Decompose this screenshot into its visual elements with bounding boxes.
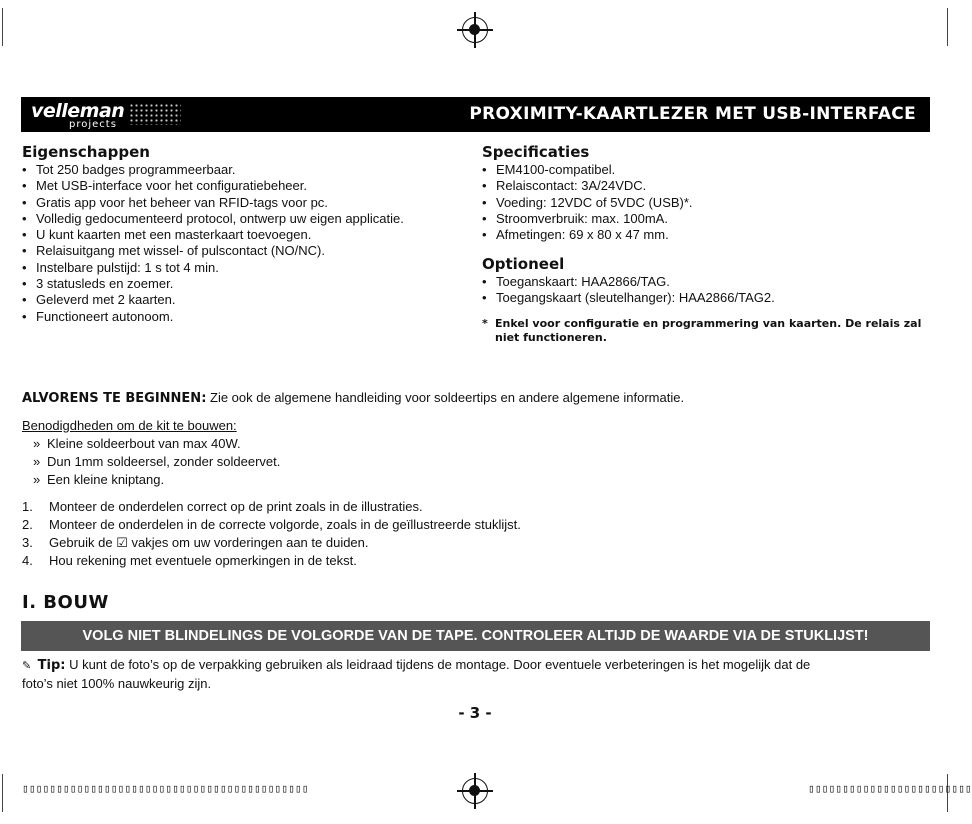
crop-mark-left-top xyxy=(2,8,3,46)
list-item: • Geleverd met 2 kaarten. xyxy=(22,292,404,308)
list-item: • Functioneert autonoom. xyxy=(22,309,404,325)
list-item: • 3 statusleds en zoemer. xyxy=(22,276,404,292)
page-number: - 3 - xyxy=(458,704,492,722)
optional-list xyxy=(482,274,775,307)
velleman-projects-logo xyxy=(31,101,181,129)
header-bar xyxy=(21,97,930,132)
list-item xyxy=(22,552,521,570)
footer-code-right: ▯▯▯▯▯▯▯▯▯▯▯▯▯▯▯▯▯▯▯▯▯▯▯▯ xyxy=(808,782,972,795)
section-title: I. BOUW xyxy=(22,592,109,613)
step-number: 4. xyxy=(22,553,33,568)
list-item: • Afmetingen: 69 x 80 x 47 mm. xyxy=(482,227,693,243)
registration-mark-bottom-icon xyxy=(462,778,488,804)
crop-mark-right-top xyxy=(947,8,948,46)
page-title: PROXIMITY-KAARTLEZER MET USB-INTERFACE xyxy=(469,104,916,124)
list-item xyxy=(22,498,521,516)
list-item: • EM4100-compatibel. xyxy=(482,162,693,178)
list-item xyxy=(22,516,521,534)
list-item: • Instelbare pulstijd: 1 s tot 4 min. xyxy=(22,260,404,276)
list-item: • Tot 250 badges programmeerbaar. xyxy=(22,162,404,178)
tip-label: Tip: xyxy=(37,658,66,673)
features-list xyxy=(22,162,404,325)
list-item xyxy=(22,534,521,552)
list-item: » Kleine soldeerbout van max 40W. xyxy=(33,435,280,453)
warning-banner: VOLG NIET BLINDELINGS DE VOLGORDE VAN DE TAPE. CONTROLEER ALTIJD DE WAARDE VIA DE STUKLIJST! xyxy=(21,621,930,651)
registration-mark-top-icon xyxy=(462,17,488,43)
steps-list xyxy=(22,498,521,570)
step-text: Monteer de onderdelen in de correcte volgorde, zoals in de geïllustreerde stuklijst. xyxy=(49,517,521,532)
before-you-begin-label: ALVORENS TE BEGINNEN: xyxy=(22,391,207,406)
list-item: • Stroomverbruik: max. 100mA. xyxy=(482,211,693,227)
logo-text: velleman xyxy=(31,100,125,122)
step-text: Monteer de onderdelen correct op de print zoals in de illustraties. xyxy=(49,499,423,514)
footnote-mark: * xyxy=(482,317,488,330)
tip-text: U kunt de foto’s op de verpakking gebruiken als leidraad tijdens de montage. Door eventuele verbeteringen is het mogelijk dat de foto’s niet 100% nauwkeurig zijn. xyxy=(22,657,811,691)
list-item: • Toeganskaart: HAA2866/TAG. xyxy=(482,274,775,290)
step-number: 1. xyxy=(22,499,33,514)
list-item: • Gratis app voor het beheer van RFID-tags voor pc. xyxy=(22,195,404,211)
crop-mark-left-bottom xyxy=(2,774,3,812)
list-item: • Volledig gedocumenteerd protocol, ontwerp uw eigen applicatie. xyxy=(22,211,404,227)
footer-code-left: ▯▯▯▯▯▯▯▯▯▯▯▯▯▯▯▯▯▯▯▯▯▯▯▯▯▯▯▯▯▯▯▯▯▯▯▯▯▯▯▯▯▯ xyxy=(22,782,309,795)
before-you-begin-text: Zie ook de algemene handleiding voor soldeertips en andere algemene informatie. xyxy=(206,390,685,405)
logo-dots-icon xyxy=(129,103,181,125)
before-you-begin xyxy=(22,390,684,406)
pencil-icon: ✎ xyxy=(22,660,32,672)
list-item: » Dun 1mm soldeersel, zonder soldeervet. xyxy=(33,453,280,471)
specs-heading: Specificaties xyxy=(482,143,590,161)
requirements-list xyxy=(33,435,280,489)
list-item: • U kunt kaarten met een masterkaart toevoegen. xyxy=(22,227,404,243)
requirements-title: Benodigdheden om de kit te bouwen: xyxy=(22,418,237,433)
list-item: • Voeding: 12VDC of 5VDC (USB)*. xyxy=(482,195,693,211)
footnote-text: Enkel voor configuratie en programmering van kaarten. De relais zal niet functioneren. xyxy=(495,317,922,344)
step-text: Gebruik de ☑ vakjes om uw vorderingen aan te duiden. xyxy=(49,535,369,550)
list-item: • Met USB-interface voor het configuratiebeheer. xyxy=(22,178,404,194)
list-item: » Een kleine kniptang. xyxy=(33,471,280,489)
step-text: Hou rekening met eventuele opmerkingen in de tekst. xyxy=(49,553,357,568)
features-heading: Eigenschappen xyxy=(22,143,150,161)
list-item: • Relaiscontact: 3A/24VDC. xyxy=(482,178,693,194)
logo-subtext: projects xyxy=(69,119,117,130)
list-item: • Relaisuitgang met wissel- of pulscontact (NO/NC). xyxy=(22,243,404,259)
step-number: 3. xyxy=(22,535,33,550)
footnote xyxy=(482,317,922,345)
step-number: 2. xyxy=(22,517,33,532)
specs-list xyxy=(482,162,693,243)
list-item: • Toegangskaart (sleutelhanger): HAA2866/TAG2. xyxy=(482,290,775,306)
optional-heading: Optioneel xyxy=(482,255,565,273)
tip xyxy=(22,656,842,693)
